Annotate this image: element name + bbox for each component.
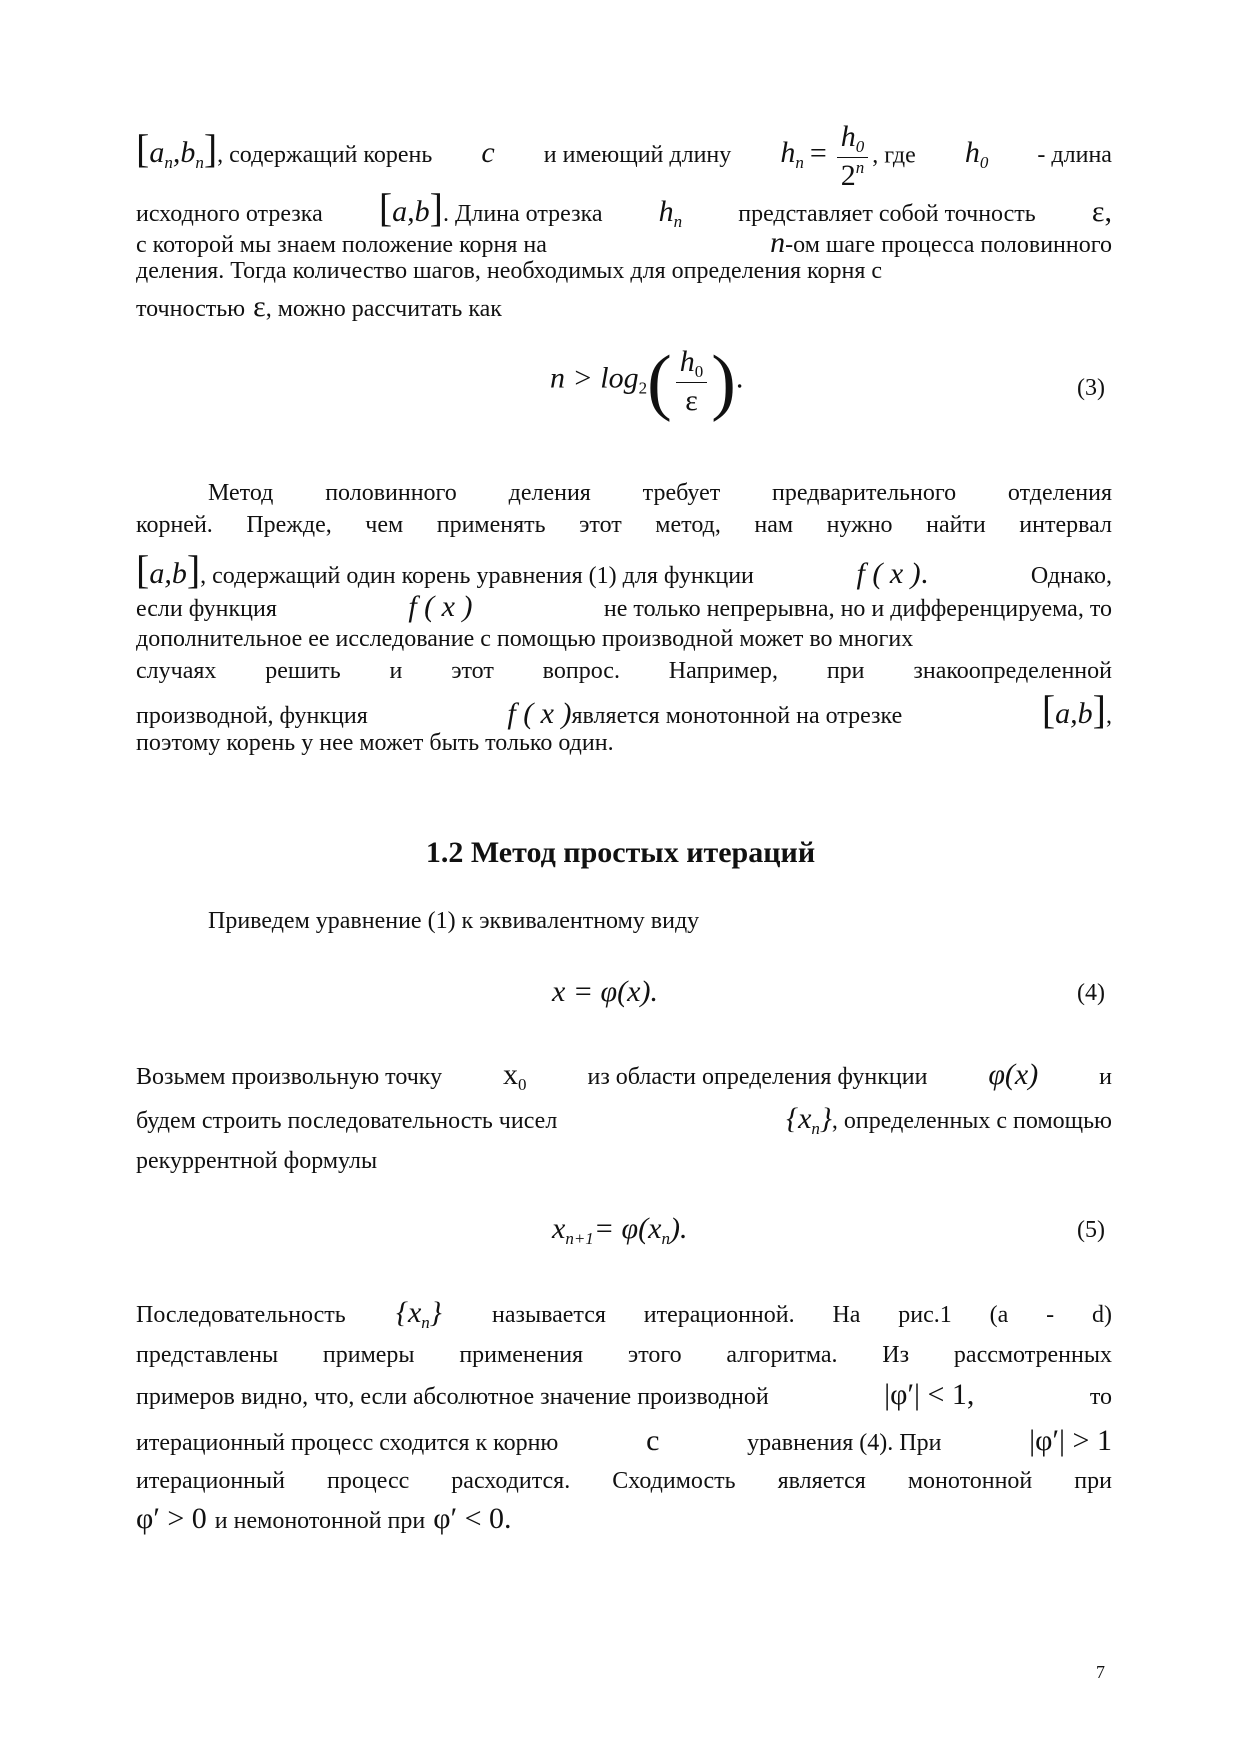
bisection-line-2: корней. Прежде, чем применять этот метод, нам нужно найти интервал (136, 512, 1112, 538)
bisection-line-6: случаях решить и этот вопрос. Например, при знакоопределенной (136, 658, 1112, 684)
equation-4-body: x = φ(x). (552, 975, 658, 1008)
equation-4-number: (4) (1077, 980, 1105, 1006)
intro-line-5: точностью ε, можно рассчитать как (136, 290, 502, 323)
bisection-line-5: дополнительное ее исследование с помощью производной может во многих (136, 626, 914, 652)
equation-5-body: $x_{n+1}= \varphi(x_n)$. (552, 1212, 688, 1248)
intro-line-2: исходного отрезка [a,b]. Длина отрезка $h_n$ представляет собой точность ε, (136, 185, 1112, 231)
convergence-line-6: φ′ > 0 и немонотонной при φ′ < 0. (136, 1502, 512, 1535)
intro-line-3: с которой мы знаем положение корня на n-ом шаге процесса половинного (136, 226, 1112, 259)
convergence-line-5: итерационный процесс расходится. Сходимость является монотонной при (136, 1468, 1112, 1494)
bisection-line-3: [a,b], содержащий один корень уравнения (1) для функции f ( x ). Однако, (136, 547, 1112, 592)
equation-3-number: (3) (1077, 375, 1105, 401)
convergence-line-1: Последовательность $\{x_n\}$ называется итерационной. На рис.1 (a - d) (136, 1296, 1112, 1332)
section-heading: 1.2 Метод простых итераций (425, 836, 816, 869)
convergence-line-2: представлены примеры применения этого алгоритма. Из рассмотренных (136, 1342, 1112, 1368)
bisection-line-8: поэтому корень у нее может быть только один. (136, 730, 614, 756)
intro-line-1: $[a_n,b_n]$, содержащий корень c и имеющий длину $h_n$ = $\frac{h_0}{2^n}$ , где $h_0$ - длина (136, 120, 1112, 192)
iteration-intro-line: Приведем уравнение (1) к эквивалентному виду (208, 908, 700, 934)
equation-3-body: $n > \log_2$( $\frac{h_0}{\varepsilon}$ ). (550, 341, 744, 423)
sequence-line-1: Возьмем произвольную точку $x_0$ из области определения функции φ(x) и (136, 1058, 1112, 1094)
convergence-line-3: примеров видно, что, если абсолютное значение производной |φ′| < 1, то (136, 1378, 1112, 1411)
convergence-line-4: итерационный процесс сходится к корню c уравнения (4). При |φ′| > 1 (136, 1424, 1112, 1457)
bisection-line-4: если функция f ( x ) не только непрерывна, но и дифференцируема, то (136, 590, 1112, 623)
intro-line-4: деления. Тогда количество шагов, необходимых для определения корня с (136, 258, 883, 284)
sequence-line-3: рекуррентной формулы (136, 1148, 378, 1174)
page-number: 7 (1096, 1662, 1105, 1682)
sequence-line-2: будем строить последовательность чисел $\{x_n\}$, определенных с помощью (136, 1102, 1112, 1138)
bisection-line-7: производной, функция f ( x )является монотонной на отрезке [a,b], (136, 687, 1112, 732)
bisection-line-1: Метод половинного деления требует предварительного отделения (208, 480, 1112, 506)
equation-5-number: (5) (1077, 1217, 1105, 1243)
